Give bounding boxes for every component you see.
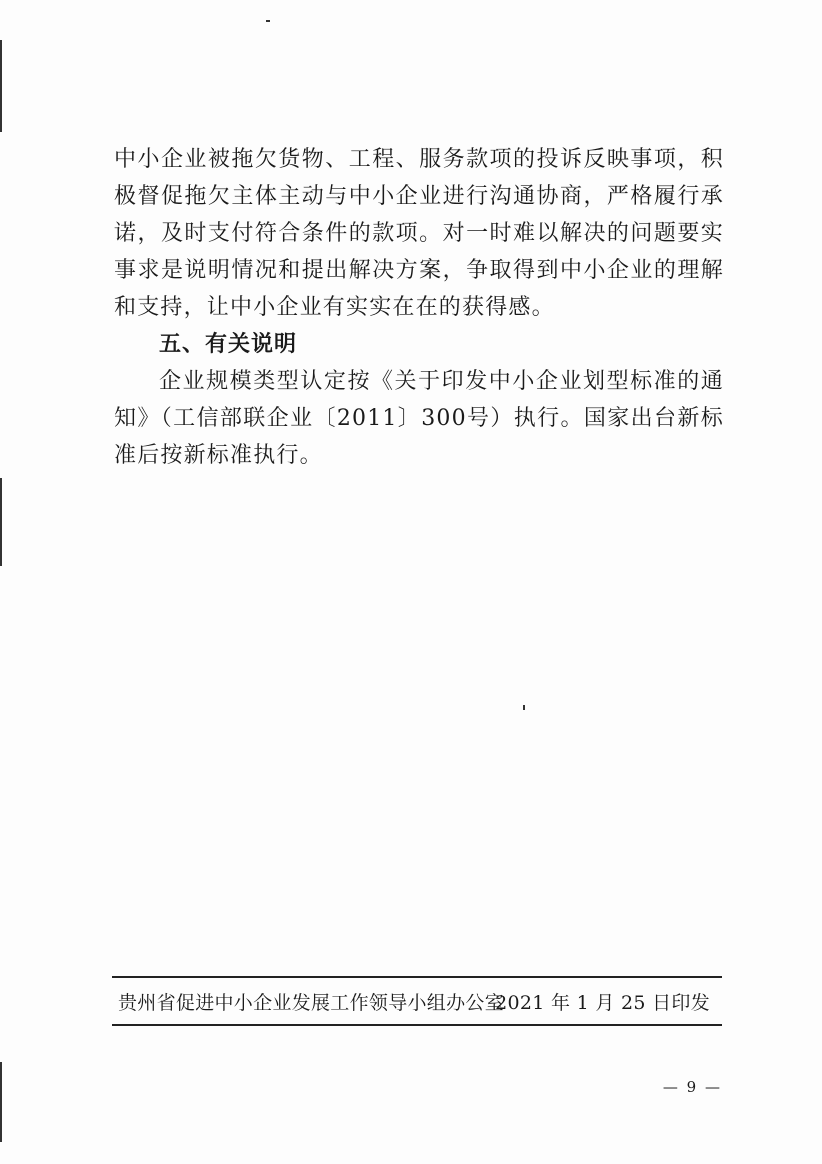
scan-mark-left-mid [0, 478, 2, 566]
scan-mark-left-bottom [0, 1062, 2, 1142]
issue-date: 2021 年 1 月 25 日印发 [495, 992, 710, 1014]
footer-top-rule [112, 976, 722, 978]
footer-bottom-rule [112, 1024, 722, 1026]
scan-speck-top [266, 20, 270, 22]
section-heading: 五、有关说明 [159, 332, 298, 357]
paragraph-continuation: 中小企业被拖欠货物、工程、服务款项的投诉反映事项，积极督促拖欠主体主动与中小企业进行沟通协商，严格履行承诺，及时支付符合条件的款项。对一时难以解决的问题要实事求是说明情况和提出解决方案，争取得到中小企业的理解和支持，让中小企业有实实在在的获得感。 [114, 147, 724, 320]
paragraph-explanation: 企业规模类型认定按《关于印发中小企业划型标准的通知》（工信部联企业〔2011〕300号）执行。国家出台新标准后按新标准执行。 [114, 369, 724, 468]
body-text [114, 141, 724, 474]
scan-mark-left-top [0, 40, 2, 132]
scan-speck-middle [523, 705, 525, 710]
page-number: — 9 — [662, 1078, 722, 1096]
issuing-office: 贵州省促进中小企业发展工作领导小组办公室 [118, 992, 505, 1014]
